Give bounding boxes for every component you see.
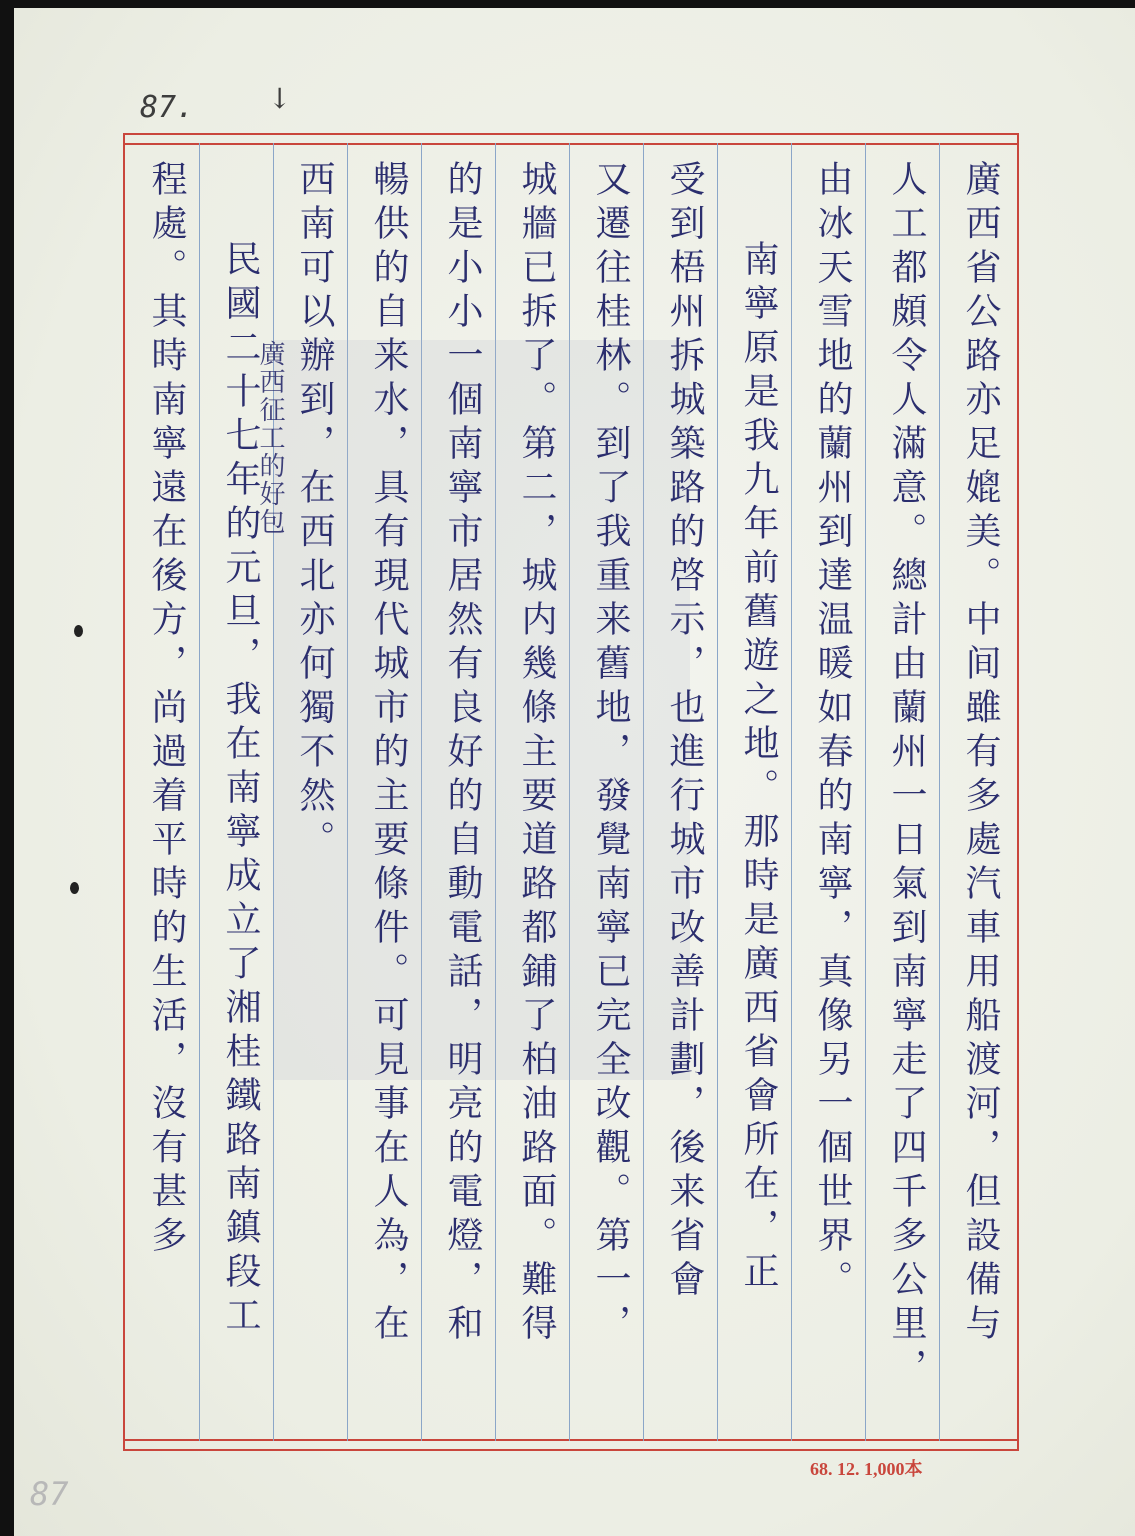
grid-column-divider <box>865 143 866 1441</box>
text-column-9: 暢供的自来水，具有現代城市的主要條件。可見事在人為，在 <box>368 160 409 1348</box>
bottom-page-mark: 87 <box>30 1475 69 1513</box>
scan-edge-top <box>0 0 1135 8</box>
text-column-7: 城牆已拆了。第二，城内幾條主要道路都鋪了柏油路面。難得 <box>516 160 557 1348</box>
text-column-11: 民國二十七年的元旦，我在南寧成立了湘桂鐵路南鎮段工 <box>220 240 261 1340</box>
grid-column-divider <box>791 143 792 1441</box>
text-column-12: 程處。其時南寧遠在後方，尚過着平時的生活，沒有甚多 <box>146 160 187 1260</box>
text-column-1: 廣西省公路亦足媲美。中间雖有多處汽車用船渡河，但設備与 <box>960 160 1001 1348</box>
grid-column-divider <box>199 143 200 1441</box>
scan-edge-left <box>0 0 14 1536</box>
grid-column-divider <box>717 143 718 1441</box>
text-column-8: 的是小小一個南寧市居然有良好的自動電話，明亮的電燈，和 <box>442 160 483 1348</box>
text-column-5: 受到梧州拆城築路的啓示，也進行城市改善計劃，後来省會 <box>664 160 705 1304</box>
text-column-4: 南寧原是我九年前舊遊之地。那時是廣西省會所在，正 <box>738 240 779 1296</box>
grid-top-rule <box>125 143 1017 145</box>
binding-hole-mark <box>70 882 79 894</box>
handwritten-annotation: 廣西征工的好包 <box>255 340 285 536</box>
binding-hole-mark <box>74 625 83 637</box>
page-number: 87. <box>140 90 195 125</box>
text-column-10: 西南可以辦到，在西北亦何獨不然。 <box>294 160 335 864</box>
print-run-info: 68. 12. 1,000本 <box>810 1459 923 1479</box>
text-column-3: 由冰天雪地的蘭州到達温暖如春的南寧，真像另一個世界。 <box>812 160 853 1304</box>
text-column-6: 又遷往桂林。到了我重来舊地，發覺南寧已完全改觀。第一， <box>590 160 631 1348</box>
grid-column-divider <box>939 143 940 1441</box>
grid-bottom-rule <box>125 1439 1017 1441</box>
arrow-mark: ↓ <box>268 82 292 115</box>
text-column-2: 人工都頗令人滿意。總計由蘭州一日氣到南寧走了四千多公里， <box>886 160 927 1392</box>
